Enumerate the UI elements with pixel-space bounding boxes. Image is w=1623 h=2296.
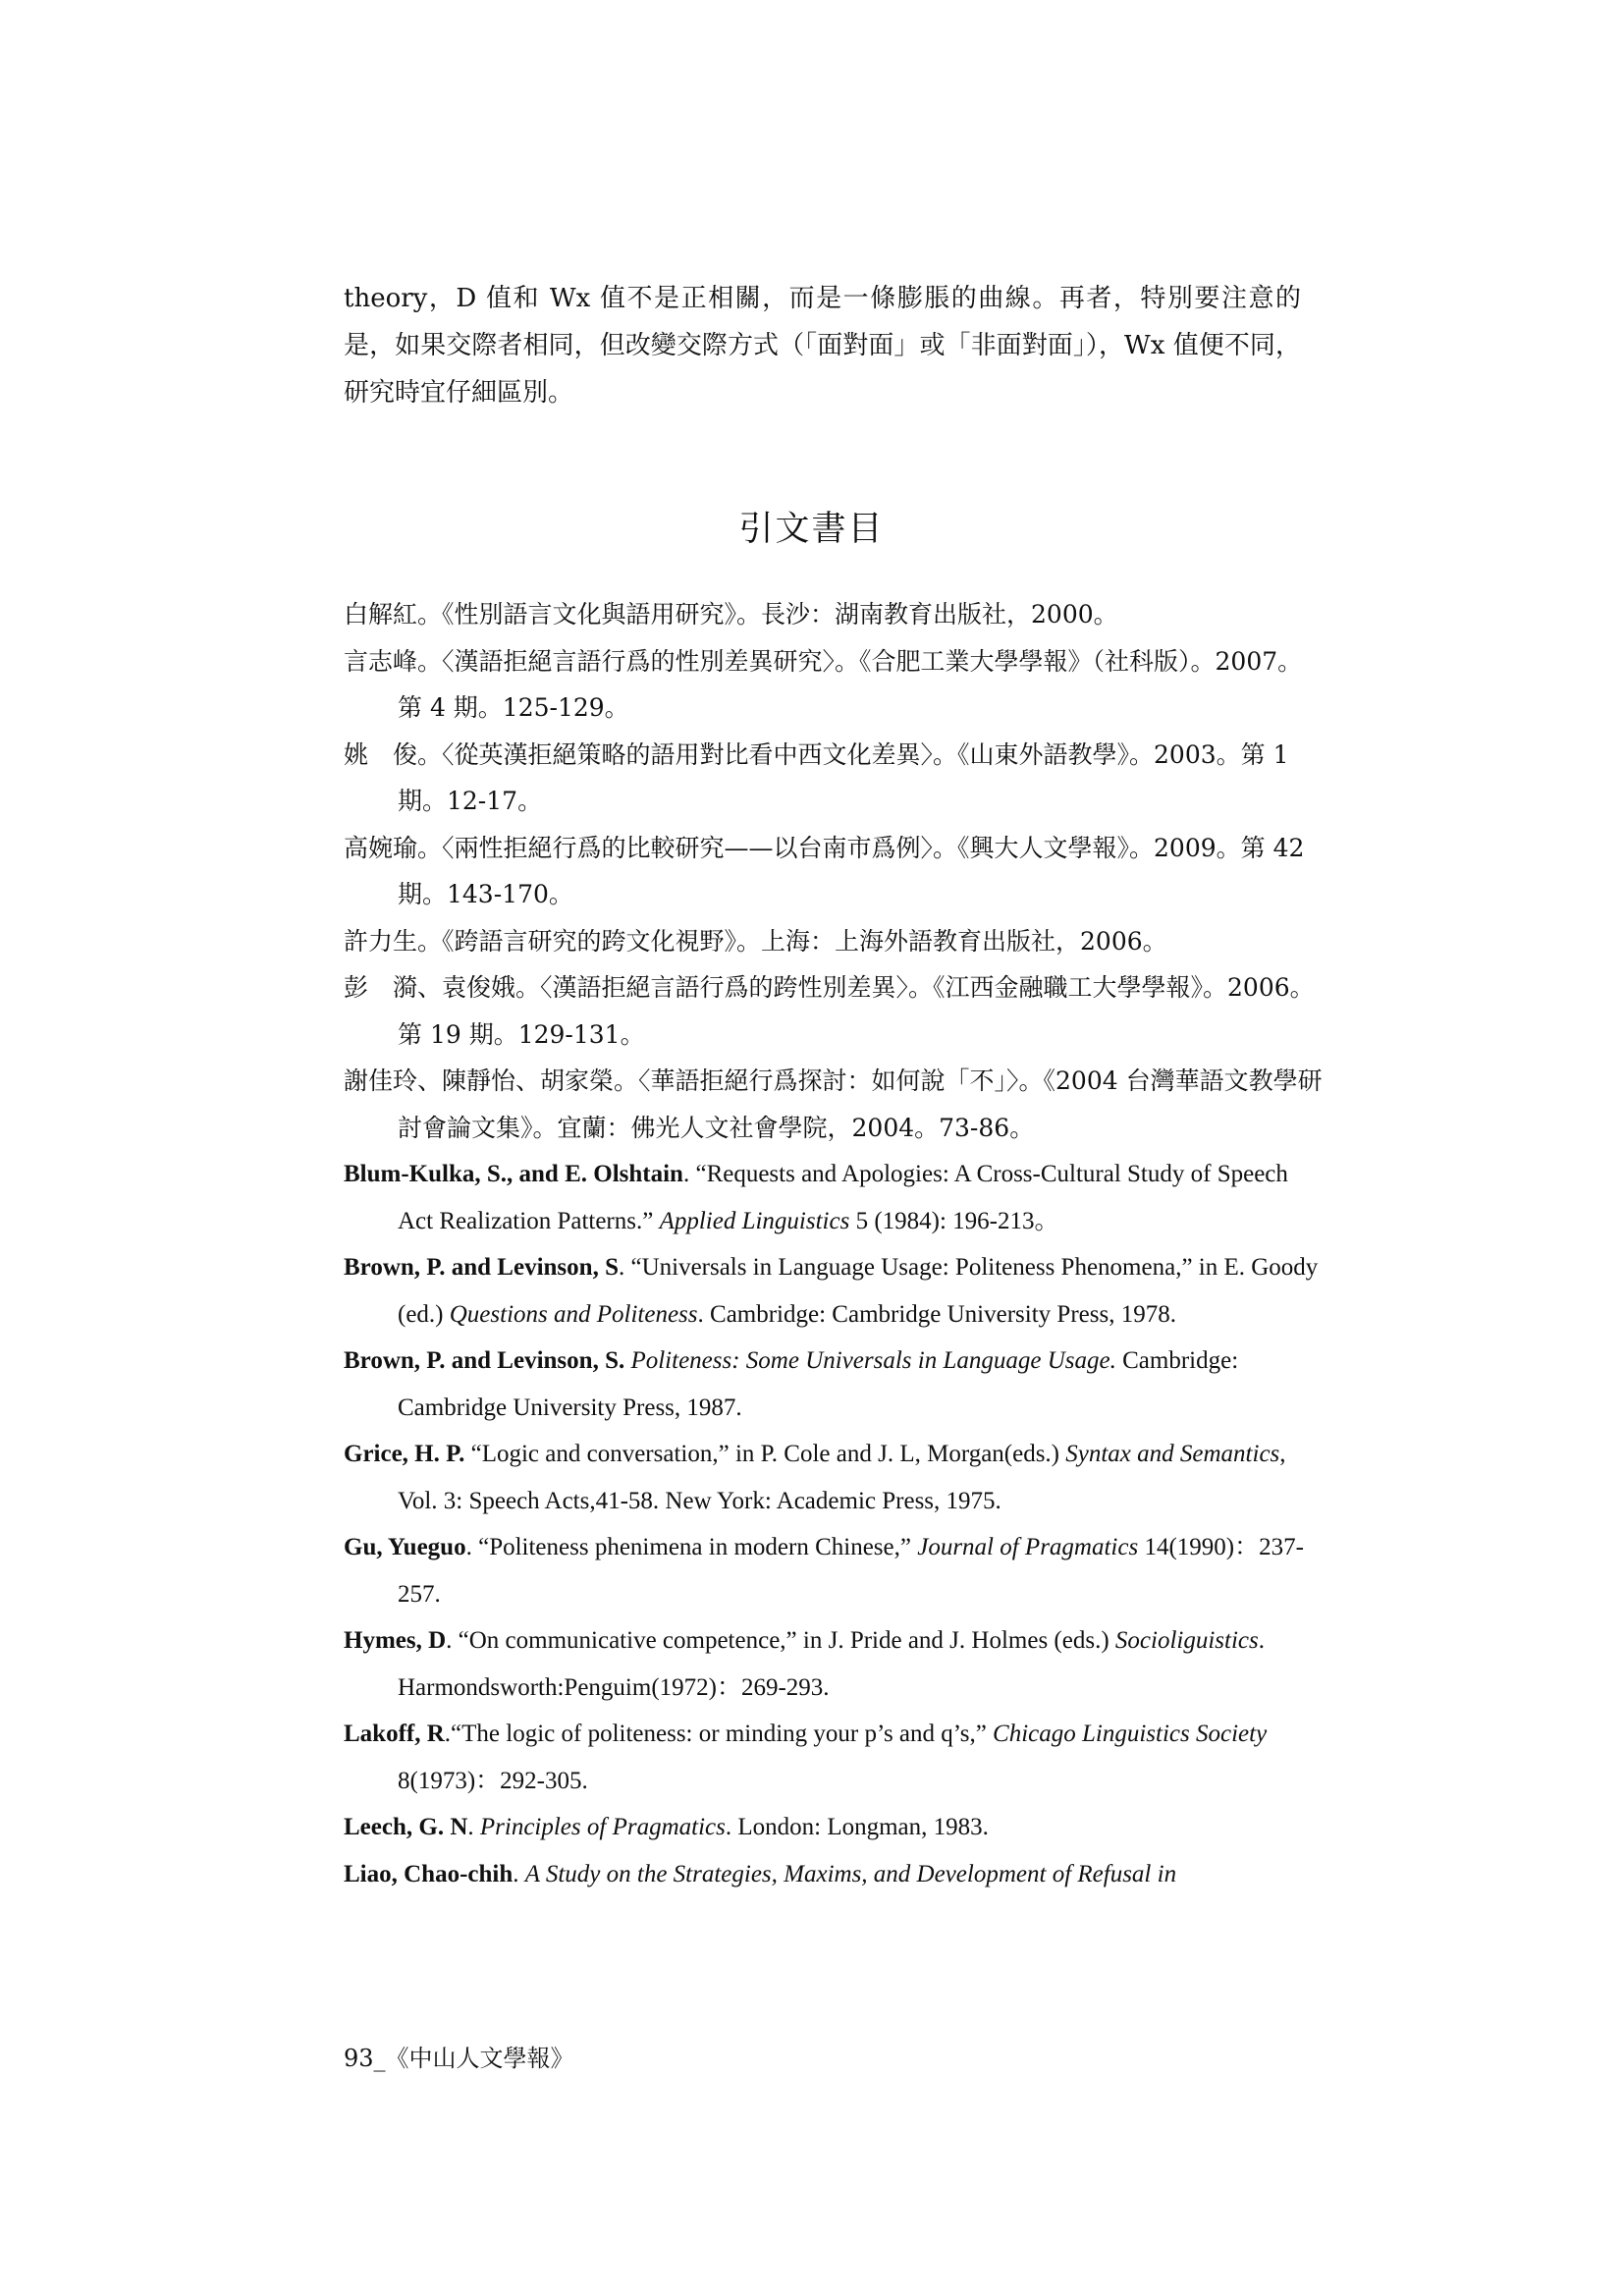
reference-title: Principles of Pragmatics: [479, 1814, 726, 1840]
reference-text: . Harmondsworth:Penguim(1972)：269-293.: [398, 1627, 1265, 1701]
reference-author: Lakoff, R: [344, 1721, 445, 1747]
reference-item: [344, 1851, 1325, 1898]
reference-item: [344, 732, 1325, 825]
reference-text: . “Requests and Apologies: A Cross-Cultural Study of Speech Act Realization Patterns.”: [398, 1161, 1288, 1234]
reference-item: [344, 825, 1325, 918]
reference-item: [344, 1431, 1325, 1524]
reference-text: . London: Longman, 1983.: [725, 1814, 989, 1840]
reference-item: [344, 1617, 1325, 1711]
reference-text: 許力生。《跨語言研究的跨文化視野》。上海：上海外語教育出版社，2006。: [344, 926, 1167, 956]
reference-text: 高婉瑜。〈兩性拒絕行爲的比較研究——以台南市爲例〉。《興大人文學報》。2009。第 42 期。143-170。: [344, 833, 1305, 908]
reference-text: . “On communicative competence,” in J. Pride and J. Holmes (eds.): [446, 1627, 1115, 1654]
reference-text: .: [513, 1860, 525, 1887]
reference-text: 姚 俊。〈從英漢拒絕策略的語用對比看中西文化差異〉。《山東外語教學》。2003。第 1 期。12-17。: [344, 739, 1289, 815]
reference-text: .: [467, 1814, 480, 1840]
reference-item: [344, 1058, 1325, 1151]
reference-author: Gu, Yueguo: [344, 1534, 466, 1560]
reference-item: [344, 1524, 1325, 1617]
reference-text: . Cambridge: Cambridge University Press, 1978.: [697, 1300, 1176, 1328]
reference-title: A Study on the Strategies, Maxims, and Development of Refusal in: [524, 1860, 1177, 1887]
reference-item: [344, 638, 1325, 732]
reference-item: [344, 1804, 1325, 1851]
reference-title: Journal of Pragmatics: [917, 1534, 1139, 1560]
reference-text: 白解紅。《性別語言文化與語用研究》。長沙：湖南教育出版社，2000。: [344, 600, 1118, 629]
reference-title: Applied Linguistics: [659, 1207, 850, 1234]
reference-text: . “Politeness phenimena in modern Chinese,”: [465, 1534, 918, 1560]
reference-text: 謝佳玲、陳靜怡、胡家榮。〈華語拒絕行爲探討：如何說「不」〉。《2004 台灣華語文教學研討會論文集》。宜蘭：佛光人文社會學院，2004。73-86。: [344, 1066, 1323, 1142]
reference-title: Questions and Politeness: [449, 1300, 698, 1328]
reference-text: .“The logic of politeness: or minding your p’s and q’s,”: [444, 1721, 994, 1747]
reference-author: Leech, G. N: [344, 1814, 468, 1840]
section-heading: 引文書目: [738, 510, 885, 549]
reference-text: , Vol. 3: Speech Acts,41-58. New York: Academic Press, 1975.: [398, 1441, 1286, 1514]
reference-text: 言志峰。〈漢語拒絕言語行爲的性別差異研究〉。《合肥工業大學學報》（社科版）。2007。第 4 期。125-129。: [344, 646, 1303, 722]
reference-text: 14(1990)：237-257.: [398, 1534, 1304, 1608]
reference-author: Grice, H. P.: [344, 1441, 465, 1467]
reference-author: Liao, Chao-chih: [344, 1860, 514, 1887]
reference-item: [344, 1338, 1325, 1431]
reference-text: 8(1973)：292-305.: [398, 1767, 588, 1794]
reference-text: . “Universals in Language Usage: Politeness Phenomena,” in E. Goody (ed.): [398, 1254, 1319, 1328]
reference-item: [344, 1244, 1325, 1338]
reference-item: [344, 1711, 1325, 1804]
reference-list: [344, 591, 1325, 1897]
reference-title: Socioliguistics: [1114, 1627, 1259, 1654]
reference-title: Politeness: Some Universals in Language Usage.: [630, 1347, 1116, 1374]
reference-item: [344, 1151, 1325, 1244]
reference-text: 彭 漪、袁俊娥。〈漢語拒絕言語行爲的跨性別差異〉。《江西金融職工大學學報》。2006。第 19 期。129-131。: [344, 973, 1315, 1049]
page-folio: 93_《中山人文學報》: [344, 2045, 574, 2072]
reference-author: Hymes, D: [344, 1627, 447, 1654]
reference-text: “Logic and conversation,” in P. Cole and J. L, Morgan(eds.): [464, 1441, 1066, 1467]
reference-text: 5 (1984): 196-213。: [849, 1207, 1059, 1234]
reference-text: Cambridge: Cambridge University Press, 1987.: [398, 1347, 1239, 1421]
reference-item: [344, 591, 1325, 638]
body-paragraph: theory，D 值和 Wx 值不是正相關，而是一條膨脹的曲線。再者，特別要注意的是，如果交際者相同，但改變交際方式（「面對面」或「非面對面」），Wx 值便不同，研究時宜仔細區別。: [344, 284, 1301, 408]
reference-title: Chicago Linguistics Society: [993, 1721, 1268, 1747]
reference-author: Blum-Kulka, S., and E. Olshtain: [344, 1161, 683, 1187]
reference-author: Brown, P. and Levinson, S: [344, 1254, 619, 1281]
reference-title: Syntax and Semantics: [1065, 1441, 1280, 1467]
reference-item: [344, 964, 1325, 1058]
reference-item: [344, 918, 1325, 965]
reference-author: Brown, P. and Levinson, S.: [344, 1347, 625, 1374]
